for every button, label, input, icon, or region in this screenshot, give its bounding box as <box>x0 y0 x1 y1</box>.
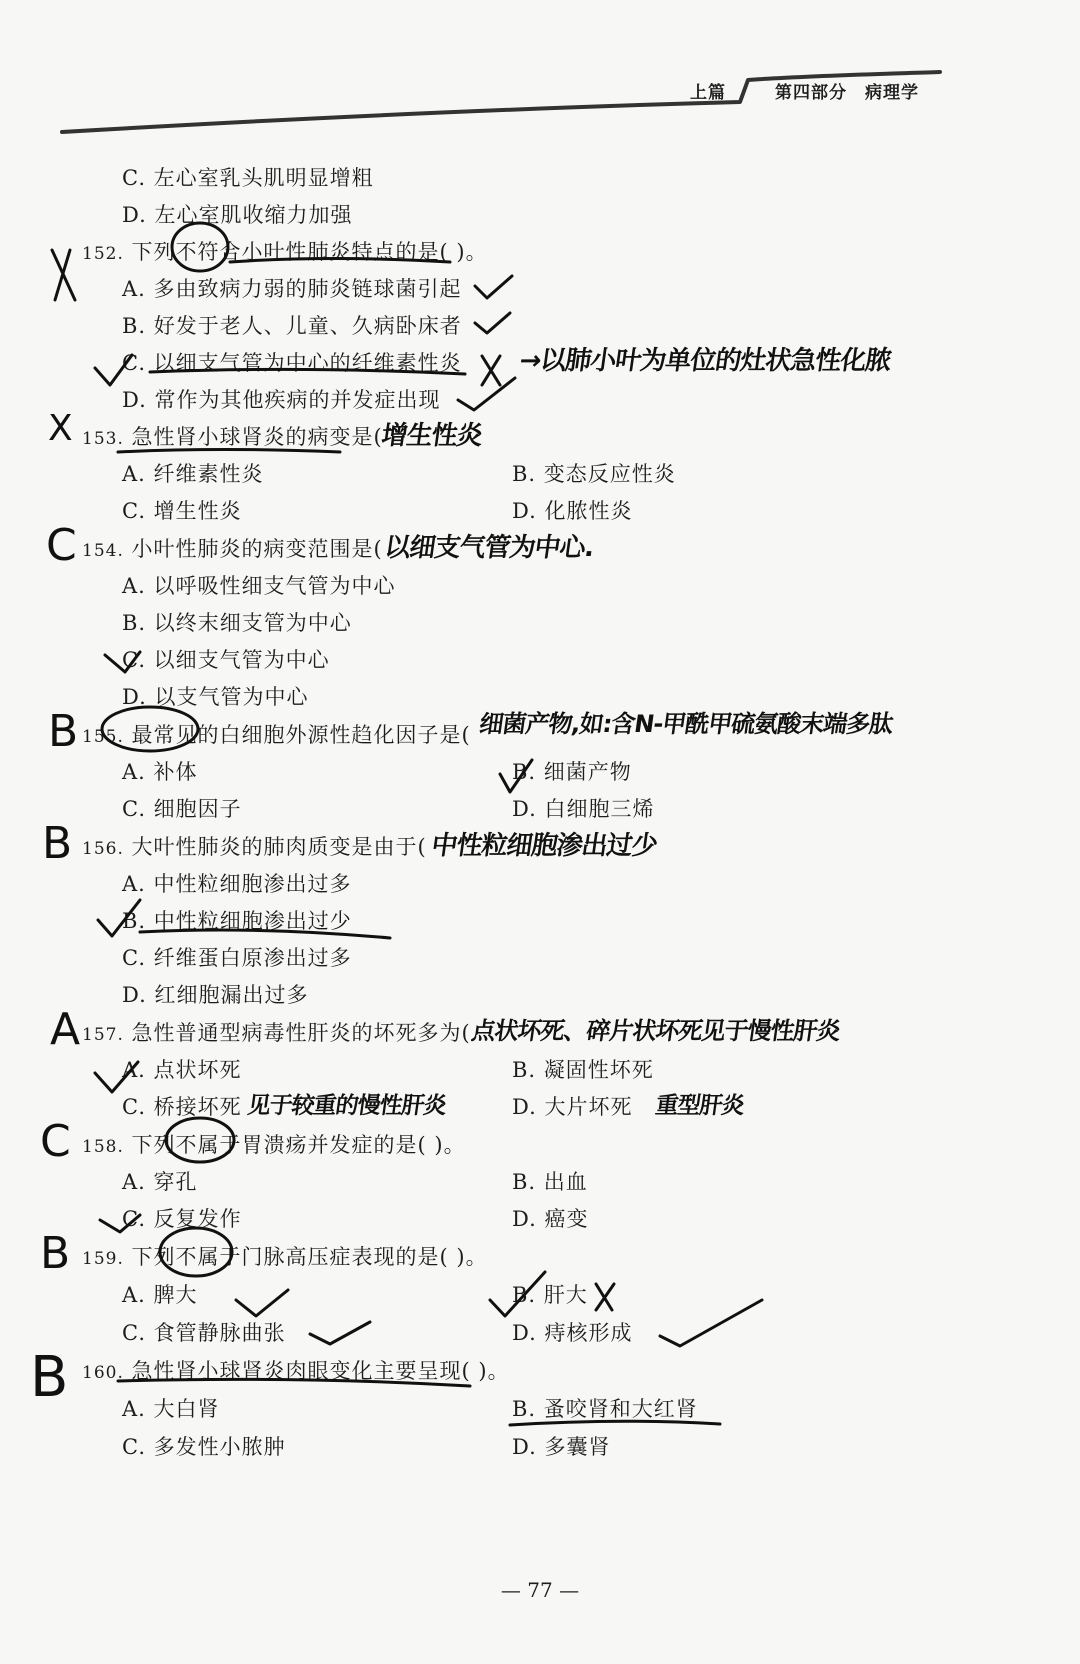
option-160-a: A. 大白肾 <box>122 1397 220 1421</box>
answer-mark-155: B <box>48 706 79 757</box>
check-mark <box>475 313 510 333</box>
option-159-b: B. 肝大 <box>512 1283 588 1307</box>
header-subject: 病理学 <box>865 83 919 103</box>
question-stem: 急性肾小球肾炎的病变是( <box>131 425 383 449</box>
option-157-d: D. 大片坏死 <box>512 1095 633 1119</box>
answer-mark-159: B <box>40 1228 71 1279</box>
option-153-d: D. 化脓性炎 <box>512 499 633 523</box>
option-154-d: D. 以支气管为中心 <box>122 685 309 709</box>
option-160-d: D. 多囊肾 <box>512 1435 611 1459</box>
answer-mark-160: B <box>30 1345 69 1410</box>
option-160-c: C. 多发性小脓肿 <box>122 1435 286 1459</box>
question-stem: 急性普通型病毒性肝炎的坏死多为( <box>131 1021 471 1045</box>
option-153-a: A. 纤维素性炎 <box>122 462 264 486</box>
question-number: 158. <box>82 1137 124 1157</box>
question-155 <box>82 719 471 749</box>
option-151-d: D. 左心室肌收缩力加强 <box>122 203 353 227</box>
option-156-c: C. 纤维蛋白原渗出过多 <box>122 946 352 970</box>
cross-mark <box>52 250 75 300</box>
option-156-b: B. 中性粒细胞渗出过少 <box>122 909 352 933</box>
option-152-c: C. 以细支气管为中心的纤维素性炎 <box>122 351 462 375</box>
question-number: 157. <box>82 1025 124 1045</box>
handwritten-note-153: 增生性炎 <box>379 421 484 451</box>
option-158-b: B. 出血 <box>512 1170 588 1194</box>
option-155-c: C. 细胞因子 <box>122 797 242 821</box>
handwritten-note-154: 以细支气管为中心. <box>382 533 596 563</box>
check-mark <box>475 276 512 298</box>
option-156-a: A. 中性粒细胞渗出过多 <box>122 872 352 896</box>
option-157-b: B. 凝固性坏死 <box>512 1058 654 1082</box>
option-159-a: A. 脾大 <box>122 1283 198 1307</box>
question-number: 156. <box>82 839 124 859</box>
question-number: 160. <box>82 1363 124 1383</box>
question-158 <box>82 1129 466 1159</box>
answer-mark-156: B <box>42 818 73 869</box>
option-159-d: D. 痔核形成 <box>512 1321 633 1345</box>
check-mark <box>458 378 515 410</box>
question-stem: 急性肾小球肾炎肉眼变化主要呈现( )。 <box>131 1359 510 1383</box>
answer-mark-157: A <box>50 1004 81 1055</box>
option-152-a: A. 多由致病力弱的肺炎链球菌引起 <box>122 277 462 301</box>
question-number: 152. <box>82 244 124 264</box>
answer-mark-158: C <box>40 1116 71 1167</box>
question-stem: 下列不符合小叶性肺炎特点的是( )。 <box>131 240 488 264</box>
answer-mark-154: C <box>46 520 77 571</box>
handwritten-note-156: 中性粒细胞渗出过少 <box>429 831 659 861</box>
question-stem: 下列不属于门脉高压症表现的是( )。 <box>131 1245 488 1269</box>
option-157-c: C. 桥接坏死 <box>122 1095 242 1119</box>
option-155-b: B. 细菌产物 <box>512 760 632 784</box>
option-158-c: C. 反复发作 <box>122 1207 242 1231</box>
option-152-d: D. 常作为其他疾病的并发症出现 <box>122 388 441 412</box>
question-number: 155. <box>82 727 124 747</box>
option-159-c: C. 食管静脉曲张 <box>122 1321 286 1345</box>
option-153-c: C. 增生性炎 <box>122 499 242 523</box>
handwritten-note-155: 细菌产物,如:含N-甲酰甲硫氨酸末端多肽 <box>477 710 895 738</box>
check-mark <box>660 1300 762 1346</box>
question-stem: 最常见的白细胞外源性趋化因子是( <box>131 723 471 747</box>
question-number: 159. <box>82 1249 124 1269</box>
question-stem: 小叶性肺炎的病变范围是( <box>131 537 383 561</box>
option-154-c: C. 以细支气管为中心 <box>122 648 330 672</box>
option-160-b: B. 蚤咬肾和大红肾 <box>512 1397 698 1421</box>
handwritten-note-157: 点状坏死、碎片状坏死见于慢性肝炎 <box>469 1017 842 1045</box>
question-stem: 大叶性肺炎的肺肉质变是由于( <box>131 835 427 859</box>
question-number: 154. <box>82 541 124 561</box>
header-part: 上篇 <box>690 83 726 103</box>
option-156-d: D. 红细胞漏出过多 <box>122 983 309 1007</box>
option-155-d: D. 白细胞三烯 <box>512 797 655 821</box>
answer-mark-153: X <box>48 408 73 449</box>
handwritten-note-157-c: 见于较重的慢性肝炎 <box>245 1093 448 1119</box>
question-160 <box>82 1355 510 1385</box>
page-number: — 77 — <box>500 1578 580 1602</box>
option-158-a: A. 穿孔 <box>122 1170 198 1194</box>
question-152 <box>82 236 488 266</box>
handwritten-note-152: →以肺小叶为单位的灶状急性化脓 <box>517 346 893 376</box>
question-stem: 下列不属于胃溃疡并发症的是( )。 <box>131 1133 466 1157</box>
question-159 <box>82 1241 488 1271</box>
question-154 <box>82 533 383 563</box>
option-158-d: D. 癌变 <box>512 1207 589 1231</box>
option-151-c: C. 左心室乳头肌明显增粗 <box>122 166 374 190</box>
option-152-b: B. 好发于老人、儿童、久病卧床者 <box>122 314 462 338</box>
cross-mark <box>596 1284 614 1310</box>
check-mark <box>236 1290 288 1316</box>
question-number: 153. <box>82 429 124 449</box>
check-mark <box>310 1322 370 1344</box>
question-157 <box>82 1017 471 1047</box>
cross-mark <box>482 356 500 385</box>
option-155-a: A. 补体 <box>122 760 198 784</box>
option-154-a: A. 以呼吸性细支气管为中心 <box>122 574 396 598</box>
question-153 <box>82 421 383 451</box>
running-header <box>690 78 919 103</box>
question-156 <box>82 831 427 861</box>
option-157-a: A. 点状坏死 <box>122 1058 242 1082</box>
option-154-b: B. 以终末细支管为中心 <box>122 611 352 635</box>
header-section: 第四部分 <box>775 83 847 103</box>
option-153-b: B. 变态反应性炎 <box>512 462 676 486</box>
handwritten-note-157-d: 重型肝炎 <box>653 1093 746 1119</box>
